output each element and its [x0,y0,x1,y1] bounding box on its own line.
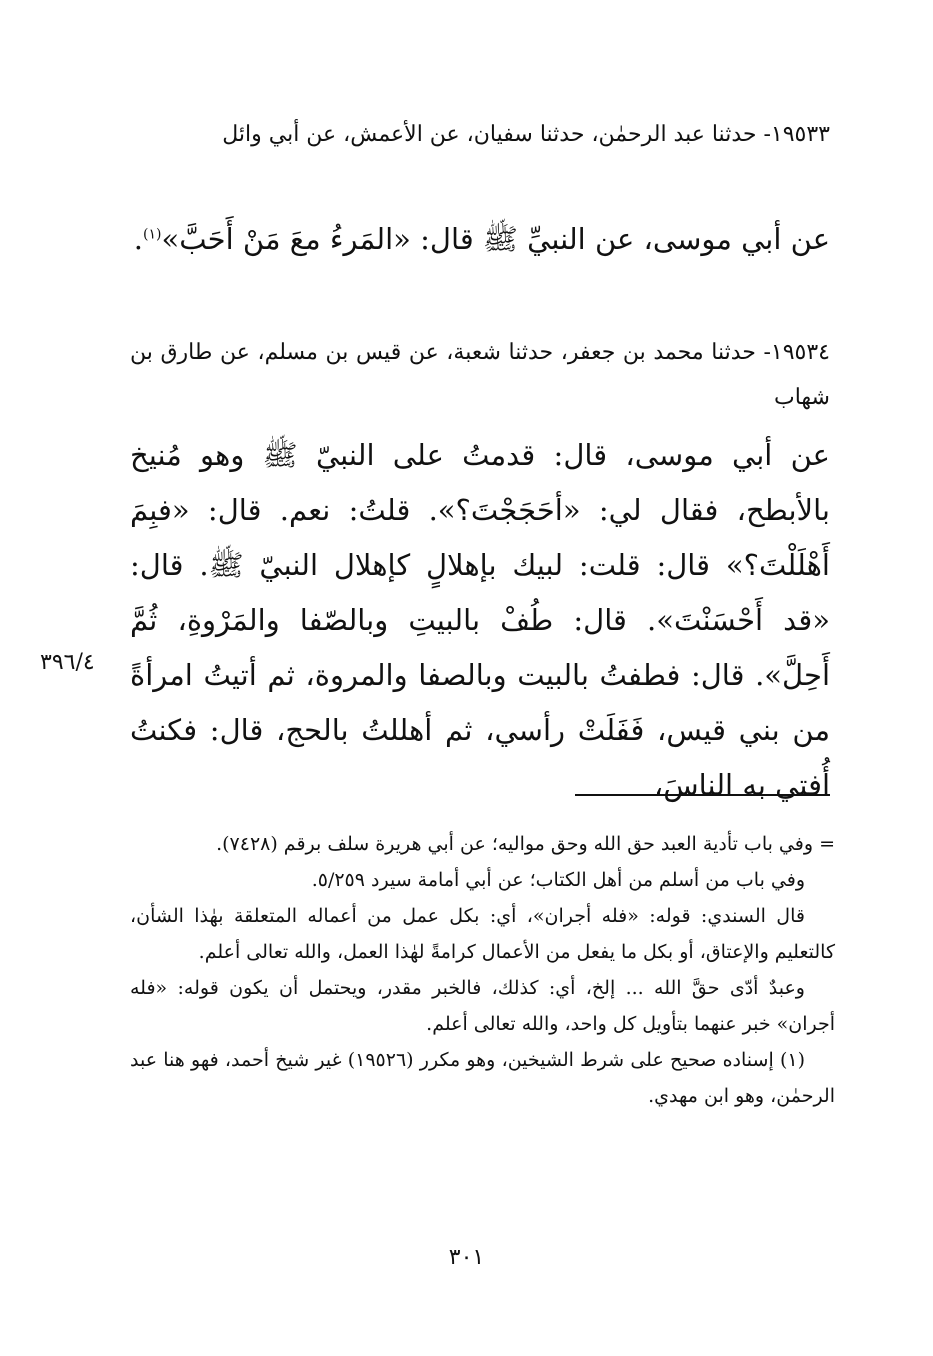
margin-volume-page-ref: ٣٩٦/٤ [40,650,95,675]
matn-19533-end: . [133,222,143,256]
footnote-paragraph: وفي باب من أسلم من أهل الكتاب؛ عن أبي أمامة سيرد ٥/٢٥٩. [311,869,805,891]
footnote-paragraph: قال السندي: قوله: «فله أجران»، أي: بكل عمل من أعماله المتعلقة بهٰذا الشأن، كالتعليم والإعتاق، أو بكل ما يفعل من الأعمال كرامةً لهٰذا العمل، والله تعالى أعلم. [130,905,835,963]
matn-19533-text: عن أبي موسى، عن النبيِّ ﷺ قال: «المَرءُ معَ مَنْ أَحَبَّ» [161,222,830,256]
matn-19533 [130,212,830,267]
isnad-19533: ١٩٥٣٣- حدثنا عبد الرحمٰن، حدثنا سفيان، عن الأعمش، عن أبي وائل [222,122,830,147]
footnote-marker: (١) [142,226,162,243]
footnotes [130,826,835,1114]
page-number: ٣٠١ [448,1245,485,1270]
footnote-continuation: = وفي باب تأدية العبد حق الله وحق مواليه؛ عن أبي هريرة سلف برقم (٧٤٢٨). [216,833,835,855]
isnad-19534: ١٩٥٣٤- حدثنا محمد بن جعفر، حدثنا شعبة، عن قيس بن مسلم، عن طارق بن شهاب [130,340,830,410]
footnote-paragraph: وعبدٌ أدّى حقَّ الله ... إلخ، أي: كذلك، فالخبر مقدر، ويحتمل أن يكون قوله: «فله أجران» خبر عنهما بتأويل كل واحد، والله تعالى أعلم. [130,977,835,1035]
footnote-1: (١) إسناده صحيح على شرط الشيخين، وهو مكرر (١٩٥٢٦) غير شيخ أحمد، فهو هنا عبد الرحمٰن، وهو ابن مهدي. [130,1049,835,1107]
matn-19534: عن أبي موسى، قال: قدمتُ على النبيّ ﷺ وهو مُنيخ بالأبطح، فقال لي: «أحَجَجْتَ؟». قلتُ: نعم. قال: «فبِمَ أَهْلَلْتَ؟» قال: قلت: لبيك بإهلالٍ كإهلال النبيّ ﷺ. قال: «قد أَحْسَنْتَ». قال: طُفْ بالبيتِ وبالصّفا والمَرْوةِ، ثُمَّ أَحِلَّ». قال: فطفتُ بالبيت وبالصفا والمروة، ثم أتيتُ امرأةً من بني قيس، فَفَلَتْ رأسي، ثم أهللتُ بالحج، قال: فكنتُ أُفتي به الناسَ، [130,438,830,802]
footnote-separator [575,794,830,796]
